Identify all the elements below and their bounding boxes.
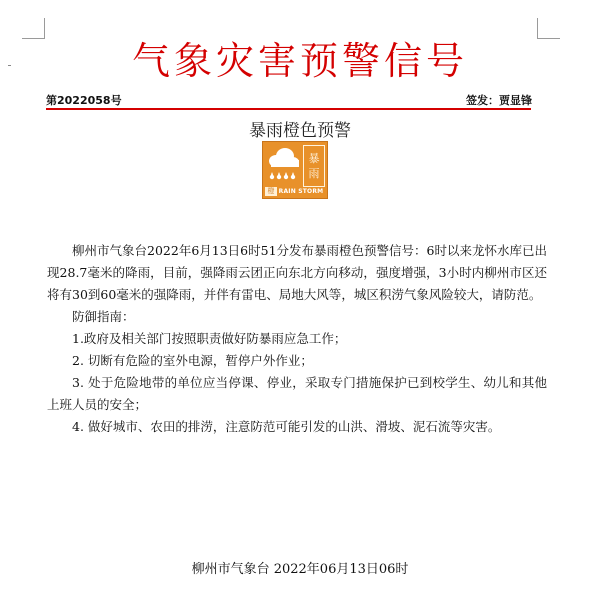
- warning-title: 暴雨橙色预警: [249, 121, 351, 141]
- guide-item-1: 1.政府及相关部门按照职责做好防暴雨应急工作；: [72, 331, 347, 346]
- guide-heading: 防御指南：: [72, 309, 135, 324]
- rainstorm-orange-signal-icon: [262, 141, 328, 199]
- issuer-signature: 签发：贾显锋: [466, 94, 532, 107]
- masthead-title: 气象灾害预警信号: [131, 39, 468, 83]
- signal-footer: [265, 186, 325, 196]
- document-number: 第2022058号: [46, 94, 122, 107]
- signal-level-tag: 橙: [265, 187, 277, 196]
- red-divider-line: [46, 108, 531, 110]
- guide-item-2: 2. 切断有危险的室外电源，暂停户外作业；: [72, 353, 313, 368]
- warning-paragraph: 柳州市气象台2022年6月13日6时51分发布暴雨橙色预警信号：6时以来龙怀水库已出现28.7毫米的降雨，目前，强降雨云团正向东北方向移动，强度增强，3小时内柳州市区还将有30到60毫米的强降雨，并伴有雷电、局地大风等，城区积涝气象风险较大，请防范。: [47, 243, 547, 302]
- guide-item-4: 4. 做好城市、农田的排涝，注意防范可能引发的山洪、滑坡、泥石流等灾害。: [72, 419, 501, 434]
- signal-label-line1: 暴: [308, 152, 320, 165]
- signal-caption: RAIN STORM: [278, 187, 324, 195]
- cloud-rain-icon: [265, 144, 301, 188]
- margin-marker: [8, 65, 11, 66]
- signal-label-line2: 雨: [308, 167, 320, 180]
- warning-body: [47, 240, 547, 438]
- signal-label-box: [303, 145, 325, 187]
- guide-item-3: 3. 处于危险地带的单位应当停课、停业，采取专门措施保护已到校学生、幼儿和其他上班人员的安全；: [47, 375, 547, 412]
- issuing-agency-date: 柳州市气象台 2022年06月13日06时: [191, 562, 409, 577]
